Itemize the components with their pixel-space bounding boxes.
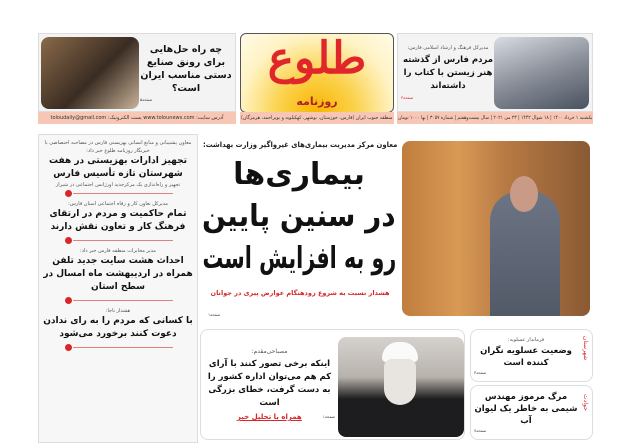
logo-subtitle: روزنامه (296, 95, 338, 108)
official-photo (494, 37, 589, 109)
interview-headline: اینکه برخی تصور کنند با آرای کم هم می‌توان اداره کشور را به دست گرفت، خطای بزرگی است (207, 359, 332, 408)
cleric-photo (338, 337, 464, 437)
item-kicker: معاون پشتیبانی و منابع انسانی بهزیستی فارس در مصاحبه اختصاصی با خبرنگار روزنامه طلوع خبر داد: (44, 140, 192, 154)
contact-bar (38, 112, 236, 124)
page-ref: صفحه۳ (401, 95, 414, 100)
region-bar (240, 112, 394, 124)
page-ref: صفحه۳ (474, 369, 487, 375)
item-kicker: مدیرکل تعاون کار و رفاه اجتماعی استان فارس: (68, 201, 168, 207)
top-right-teaser[interactable] (397, 33, 593, 112)
page-2-marker (73, 240, 173, 241)
website-link[interactable]: www.tolounews.com (143, 115, 195, 121)
brief-headline: وضعیت عسلویه نگران کننده است (480, 345, 572, 368)
headline-line: در سنین پایین (202, 199, 396, 234)
email-label: پست الکترونیک: (107, 115, 142, 121)
page-ref: صفحه۵ (140, 96, 153, 102)
brief-story[interactable] (470, 329, 593, 382)
interview-kicker: مصباحی‌مقدم: (251, 348, 288, 355)
top-left-teaser[interactable] (38, 33, 236, 112)
item-headline: تجهیز ادارات بهزیستی در هفت شهرستان تازه تأسیس فارس (49, 156, 187, 179)
item-kicker: مدیر مخابرات منطقه فارس خبر داد: (80, 248, 156, 254)
sidebar-item[interactable] (43, 247, 193, 301)
sidebar-item[interactable] (43, 139, 193, 194)
teaser-kicker: مدیرکل فرهنگ و ارشاد اسلامی فارس: (407, 45, 489, 51)
brief-kicker: فرماندار عسلویه: (507, 336, 545, 343)
lead-subhead: هشدار نسبت به شروع زودهنگام عوارض پیری در جوانان (210, 289, 390, 297)
sidebar-news (38, 134, 198, 443)
region-text: منطقه جنوب ایران (فارس، خوزستان، بوشهر، کهکیلویه و بویراحمد، هرمزگان) (241, 115, 393, 121)
sidebar-item[interactable] (43, 307, 193, 348)
date-bar (397, 112, 593, 124)
item-kicker: هشدار ناجا: (105, 308, 131, 314)
page-ref: صفحه۷ (474, 428, 487, 433)
brief-headline: مرگ مرموز مهندس شیمی به خاطر یک لیوان آب (474, 392, 578, 426)
item-headline: تمام حاکمیت و مردم در ارتقای فرهنگ کار و تعاون نقش دارند (49, 209, 187, 232)
section-tag: حوادث (582, 394, 589, 411)
sidebar-item[interactable] (43, 200, 193, 241)
analysis-link[interactable]: همراه با تحلیل خبر (236, 413, 302, 421)
interview-story[interactable] (200, 329, 465, 440)
teaser-headline: چه راه حل‌هایی برای رونق صنایع دستی مناسب ایران است؟ (140, 43, 232, 94)
brief-story[interactable] (470, 385, 593, 440)
page-ref: صفحه۱ (208, 312, 221, 317)
masthead-logo (240, 33, 394, 113)
page-2-marker (73, 300, 173, 301)
lead-headline (201, 154, 397, 280)
website-label: آدرس سایت: (196, 115, 224, 121)
page-ref: صفحه۱ (322, 414, 335, 419)
email-link[interactable]: toloudaily@gmail.com (50, 115, 107, 121)
lead-kicker: معاون مرکز مدیریت بیماری‌های غیرواگیر وزارت بهداشت: (202, 140, 398, 149)
item-headline: احداث هشت سایت جدید تلفن همراه در اردیبهشت ماه امسال در سطح استان (43, 256, 193, 292)
page-2-marker (73, 193, 173, 194)
logo-text: طلوع (267, 33, 367, 84)
headline-line: رو به افزایش است (202, 241, 396, 276)
item-headline: با کسانی که مردم را به رای ندادن دعوت کنند برخورد می‌شود (43, 316, 193, 339)
item-summary: تجهیز و راه‌اندازی یک مرکزجدید اورژانس اجتماعی در شیراز (55, 182, 181, 188)
page-2-marker (73, 347, 173, 348)
speaker-photo (402, 141, 590, 316)
section-tag: شهرستان (582, 336, 589, 361)
date-text: یکشنبه ۱ خرداد ۱۴۰۰ | ۱۸ شوال ۱۴۴۲ | ۲۳ می ۲۰۲۱ | سال بیست‌وهفتم | شماره ۳۰۵۷ | بها ۱۰۰۰ تومان (397, 115, 593, 121)
teaser-headline: مردم فارس از گذشته هنر زیستن با کتاب را داشته‌اند (402, 55, 494, 91)
headline-line: بیماری‌ها (233, 157, 365, 192)
handicraft-photo (41, 37, 139, 109)
